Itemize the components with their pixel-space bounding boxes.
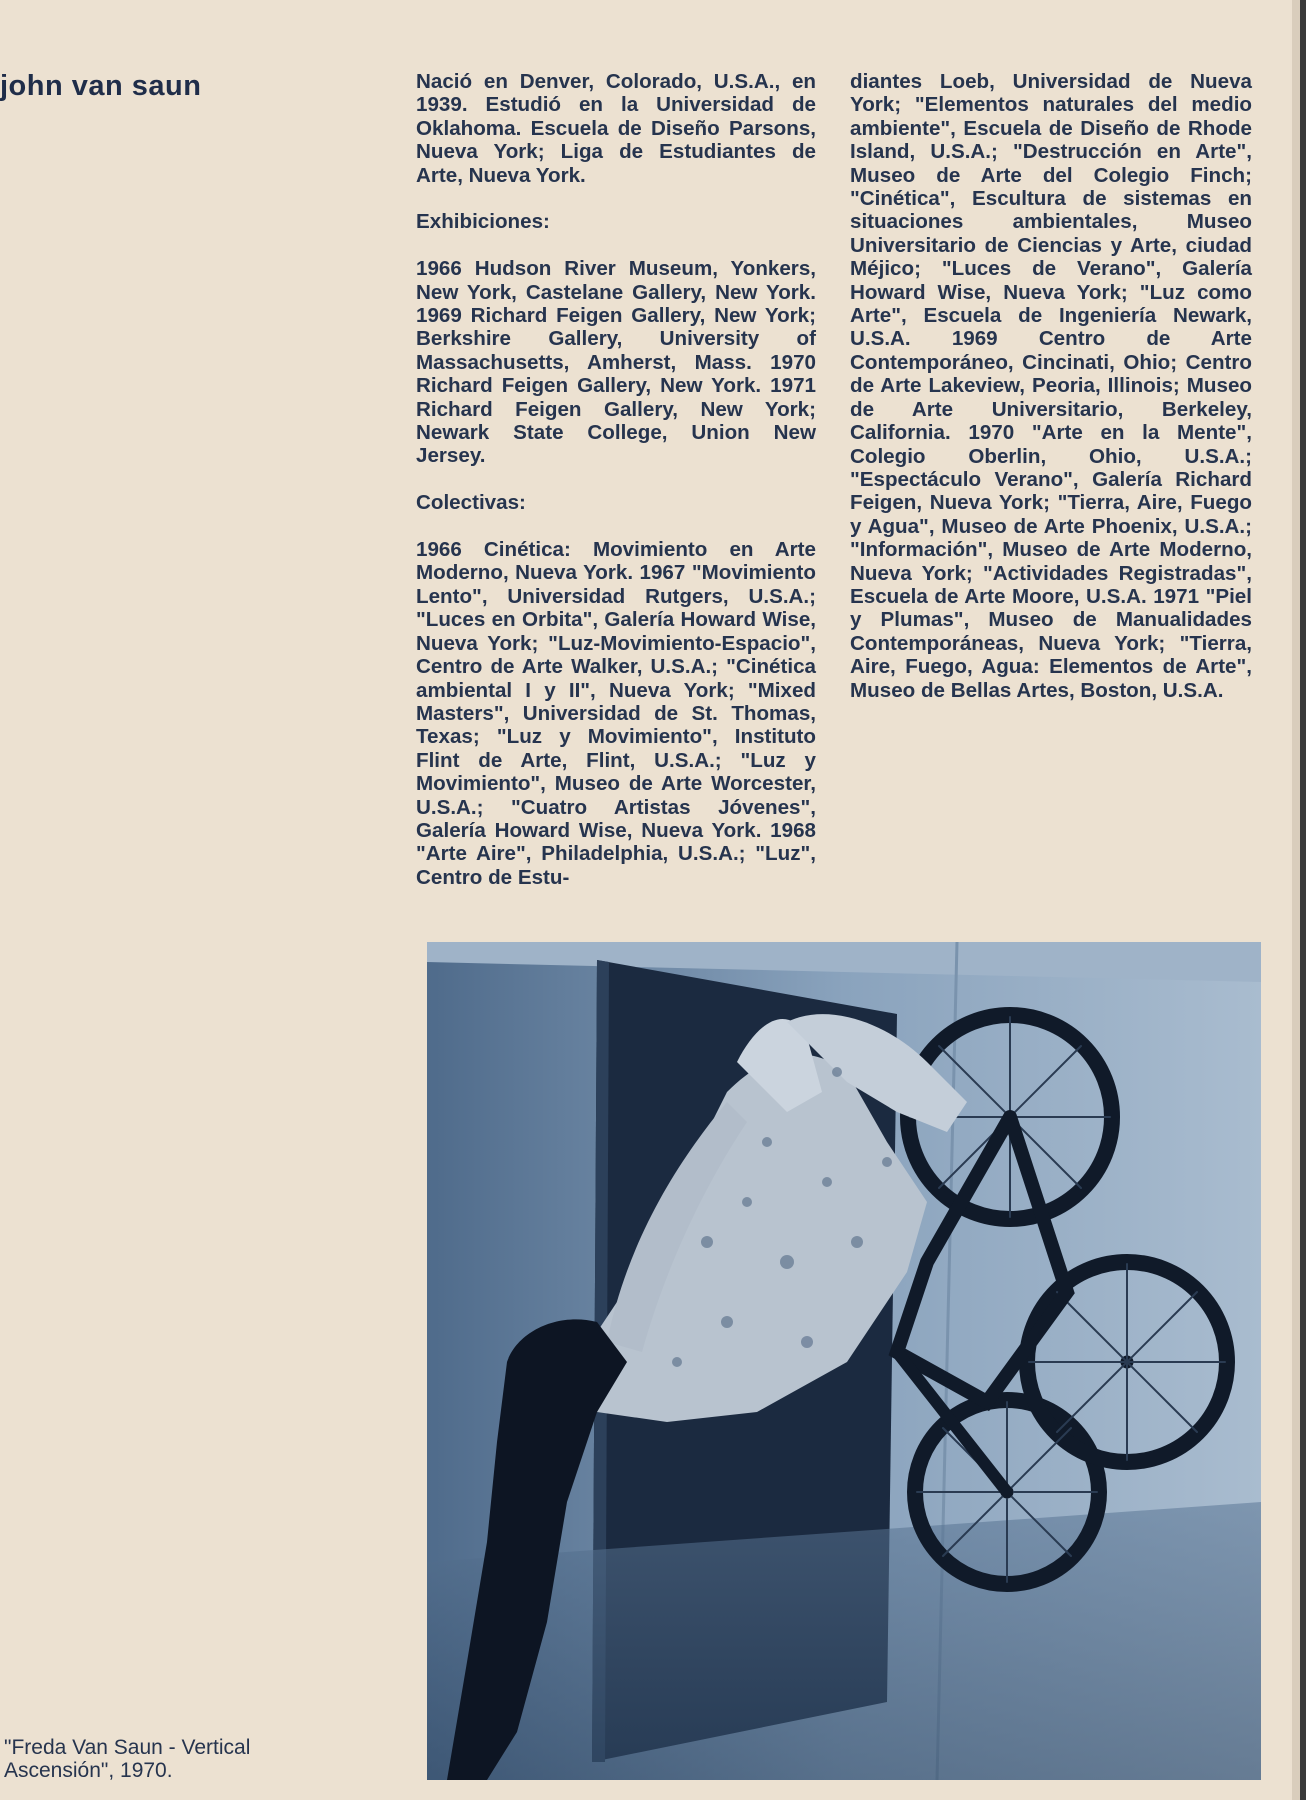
collectives-continued-paragraph: diantes Loeb, Universidad de Nueva York; "Elementos naturales del medio ambiente", Escuela de Diseño de Rhode Island, U.S.A.; "Destrucción en Arte", Museo de Arte del Colegio Finch; "Cinética", Escultura de sistemas en situaciones ambientales, Museo Universitario de Ciencias y Arte, ciudad Méjico; "Luces de Verano", Galería Howard Wise, Nueva York; "Luz como Arte", Escuela de Ingeniería Newark, U.S.A. 1969 Centro de Arte Contemporáneo, Cincinati, Ohio; Centro de Arte Lakeview, Peoria, Illinois; Museo de Arte Universitario, Berkeley, California. 1970 "Arte en la Mente", Colegio Oberlin, Ohio, U.S.A.; "Espectáculo Verano", Galería Richard Feigen, Nueva York; "Tierra, Aire, Fuego y Agua", Museo de Arte Phoenix, U.S.A.; "Información", Museo de Arte Moderno, Nueva York; "Actividades Registradas", Escuela de Arte Moore, U.S.A. 1971 "Piel y Plumas", Museo de Manualidades Contemporáneas, Nueva York; "Tierra, Aire, Fuego, Agua: Elementos de Arte", Museo de Bellas Artes, Boston, U.S.A. — [850, 70, 1252, 702]
artwork-photograph — [427, 942, 1261, 1780]
photo-caption — [4, 1736, 250, 1782]
caption-line-2: Ascensión", 1970. — [4, 1759, 173, 1782]
caption-line-1: "Freda Van Saun - Vertical — [4, 1736, 251, 1759]
photo-illustration — [427, 942, 1261, 1780]
artist-name-heading: john van saun — [0, 70, 202, 102]
exhibitions-paragraph: 1966 Hudson River Museum, Yonkers, New York, Castelane Gallery, New York. 1969 Richard Feigen Gallery, New York; Berkshire Gallery, University of Massachusetts, Amherst, Mass. 1970 Richard Feigen Gallery, New York. 1971 Richard Feigen Gallery, New York; Newark State College, Union New Jersey. — [416, 257, 816, 468]
text-column-2 — [850, 70, 1252, 702]
text-column-1 — [416, 70, 816, 889]
collectives-heading: Colectivas: — [416, 491, 526, 515]
exhibitions-heading: Exhibiciones: — [416, 210, 550, 234]
page-edge-shadow — [1292, 0, 1300, 1800]
scan-edge — [1300, 0, 1306, 1800]
bio-paragraph: Nació en Denver, Colorado, U.S.A., en 1939. Estudió en la Universidad de Oklahoma. Escuela de Diseño Parsons, Nueva York; Liga de Estudiantes de Arte, Nueva York. — [416, 70, 816, 187]
collectives-paragraph: 1966 Cinética: Movimiento en Arte Moderno, Nueva York. 1967 "Movimiento Lento", Universidad Rutgers, U.S.A.; "Luces en Orbita", Galería Howard Wise, Nueva York; "Luz-Movimiento-Espacio", Centro de Arte Walker, U.S.A.; "Cinética ambiental I y II", Nueva York; "Mixed Masters", Universidad de St. Thomas, Texas; "Luz y Movimiento", Instituto Flint de Arte, Flint, U.S.A.; "Luz y Movimiento", Museo de Arte Worcester, U.S.A.; "Cuatro Artistas Jóvenes", Galería Howard Wise, Nueva York. 1968 "Arte Aire", Philadelphia, U.S.A.; "Luz", Centro de Estu- — [416, 538, 816, 889]
